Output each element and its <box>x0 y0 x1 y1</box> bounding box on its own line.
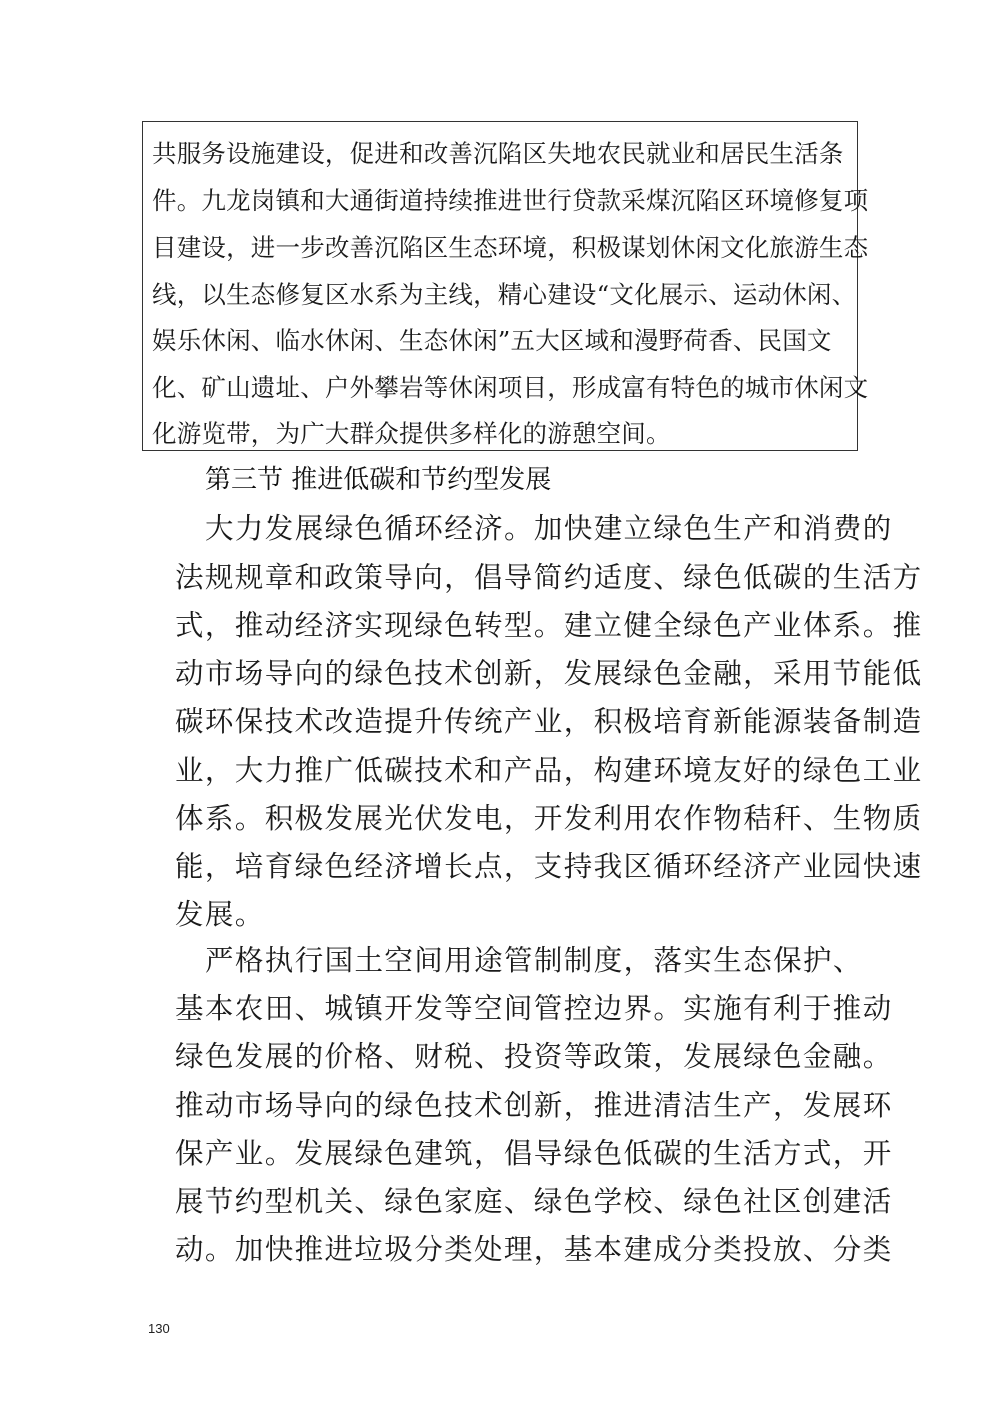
paragraph-1-line: 式，推动经济实现绿色转型。建立健全绿色产业体系。推 <box>175 609 923 642</box>
box-text-line: 线，以生态修复区水系为主线，精心建设“文化展示、运动休闲、 <box>152 280 857 309</box>
paragraph-2-line: 基本农田、城镇开发等空间管控边界。实施有利于推动 <box>175 992 893 1025</box>
paragraph-1-line: 体系。积极发展光伏发电，开发利用农作物秸秆、生物质 <box>175 802 923 835</box>
box-text-line: 件。九龙岗镇和大通街道持续推进世行贷款采煤沉陷区环境修复项 <box>152 186 869 215</box>
section-heading: 第三节 推进低碳和节约型发展 <box>205 465 552 495</box>
box-text-line: 娱乐休闲、临水休闲、生态休闲”五大区域和漫野荷香、民国文 <box>152 326 832 355</box>
paragraph-1-line: 发展。 <box>175 898 265 931</box>
box-text-line: 化游览带，为广大群众提供多样化的游憩空间。 <box>152 419 671 448</box>
paragraph-1-line: 能，培育绿色经济增长点，支持我区循环经济产业园快速 <box>175 850 923 883</box>
paragraph-2-line: 展节约型机关、绿色家庭、绿色学校、绿色社区创建活 <box>175 1185 893 1218</box>
paragraph-1-line: 动市场导向的绿色技术创新，发展绿色金融，采用节能低 <box>175 657 923 690</box>
paragraph-1-line: 大力发展绿色循环经济。加快建立绿色生产和消费的 <box>205 512 893 545</box>
paragraph-2-line: 保产业。发展绿色建筑，倡导绿色低碳的生活方式，开 <box>175 1137 893 1170</box>
paragraph-2-line: 绿色发展的价格、财税、投资等政策，发展绿色金融。 <box>175 1040 893 1073</box>
box-text-line: 化、矿山遗址、户外攀岩等休闲项目，形成富有特色的城市休闲文 <box>152 373 869 402</box>
paragraph-2-line: 动。加快推进垃圾分类处理，基本建成分类投放、分类 <box>175 1233 893 1266</box>
paragraph-2-line: 严格执行国土空间用途管制制度，落实生态保护、 <box>205 944 863 977</box>
box-text-line: 共服务设施建设，促进和改善沉陷区失地农民就业和居民生活条 <box>152 139 844 168</box>
box-text-line: 目建设，进一步改善沉陷区生态环境，积极谋划休闲文化旅游生态 <box>152 233 869 262</box>
paragraph-1-line: 法规规章和政策导向，倡导简约适度、绿色低碳的生活方 <box>175 561 923 594</box>
paragraph-1-line: 碳环保技术改造提升传统产业，积极培育新能源装备制造 <box>175 705 923 738</box>
paragraph-1-line: 业，大力推广低碳技术和产品，构建环境友好的绿色工业 <box>175 754 923 787</box>
page-number: 130 <box>148 1321 170 1336</box>
paragraph-2-line: 推动市场导向的绿色技术创新，推进清洁生产，发展环 <box>175 1089 893 1122</box>
